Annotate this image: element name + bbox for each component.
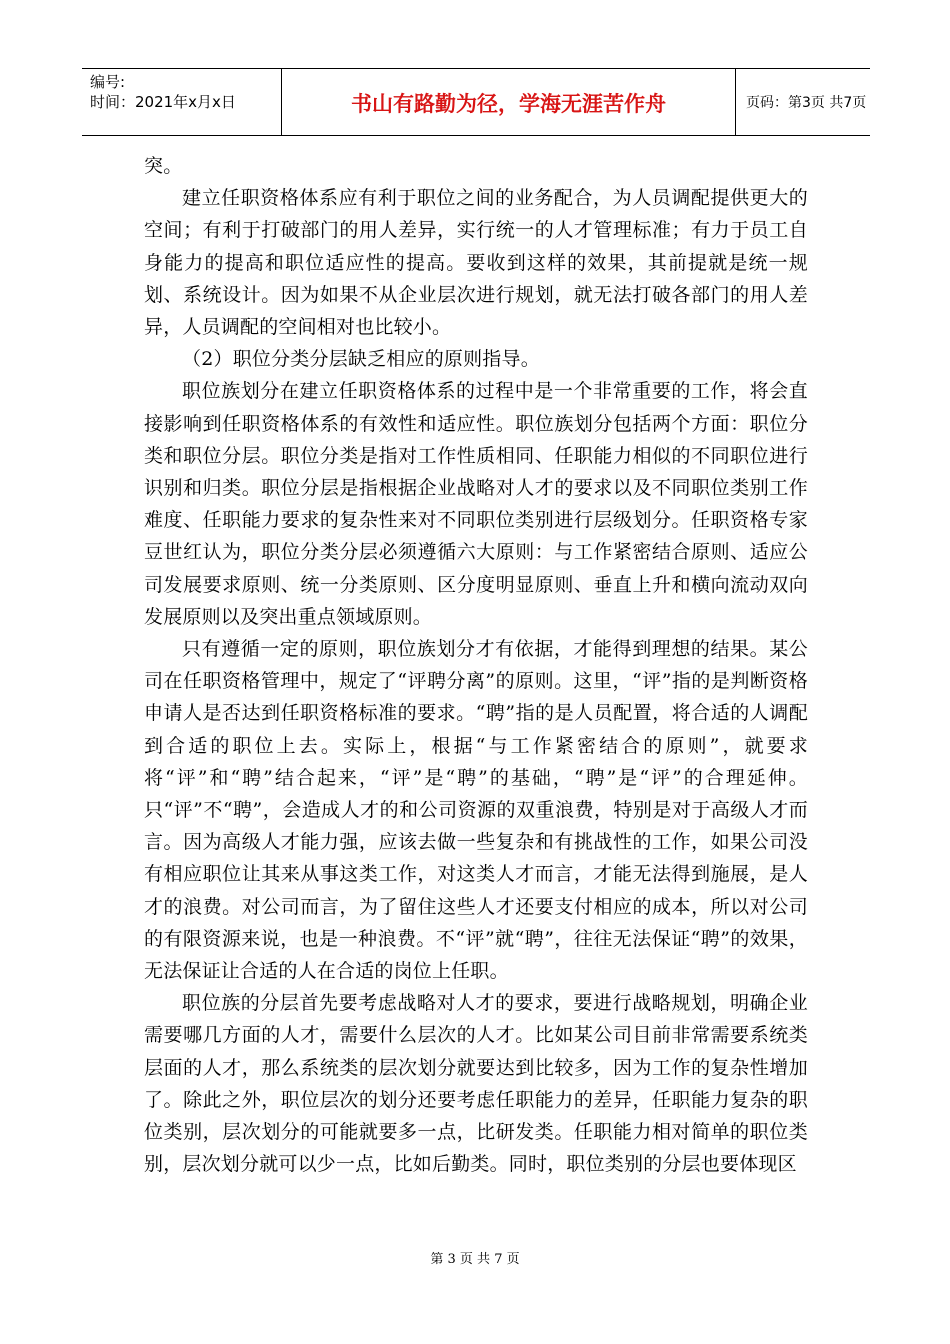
header-meta — [82, 69, 282, 135]
paragraph-subheading: （2）职位分类分层缺乏相应的原则指导。 — [182, 348, 540, 371]
paragraph-continuation: 突。 — [144, 155, 183, 177]
paragraph: 职位族的分层首先要考虑战略对人才的要求，要进行战略规划，明确企业需要哪几方面的人才，需要什么层次的人才。比如某公司目前非常需要系统类层面的人才，那么系统类的层次划分就要达到比较多，因为工作的复杂性增加了。除此之外，职位层次的划分还要考虑任职能力的差异，任职能力复杂的职位类别，层次划分的可能就要多一点，比研发类。任职能力相对简单的职位类别，层次划分就可以少一点，比如后勤类。同时，职位类别的分层也要体现区 — [144, 992, 808, 1176]
page-footer — [0, 1248, 950, 1267]
time-label: 时间：2021年x月x日 — [90, 93, 236, 111]
header-motto-cell — [282, 69, 736, 135]
paragraph: 建立任职资格体系应有利于职位之间的业务配合，为人员调配提供更大的空间；有利于打破部门的用人差异，实行统一的人才管理标准；有力于员工自身能力的提高和职位适应性的提高。要收到这样的效果，其前提就是统一规划、系统设计。因为如果不从企业层次进行规划，就无法打破各部门的用人差异，人员调配的空间相对也比较小。 — [144, 187, 808, 339]
footer-page-number: 第 3 页 共 7 页 — [430, 1252, 520, 1267]
motto-text: 书山有路勤为径，学海无涯苦作舟 — [351, 92, 666, 116]
header-page-code-cell — [736, 69, 870, 135]
document-body — [144, 150, 808, 1181]
paragraph: 职位族划分在建立任职资格体系的过程中是一个非常重要的工作，将会直接影响到任职资格体系的有效性和适应性。职位族划分包括两个方面：职位分类和职位分层。职位分类是指对工作性质相同、任职能力相似的不同职位进行识别和归类。职位分层是指根据企业战略对人才的要求以及不同职位类别工作难度、任职能力要求的复杂性来对不同职位类别进行层级划分。任职资格专家豆世红认为，职位分类分层必须遵循六大原则：与工作紧密结合原则、适应公司发展要求原则、统一分类原则、区分度明显原则、垂直上升和横向流动双向发展原则以及突出重点领域原则。 — [144, 380, 808, 628]
document-header — [82, 68, 870, 136]
page-code: 页码：第3页 共7页 — [746, 95, 867, 111]
number-label: 编号: — [90, 73, 126, 91]
paragraph: 只有遵循一定的原则，职位族划分才有依据，才能得到理想的结果。某公司在任职资格管理中，规定了“评聘分离”的原则。这里，“评”指的是判断资格申请人是否达到任职资格标准的要求。“聘”指的是人员配置，将合适的人调配到合适的职位上去。实际上，根据“与工作紧密结合的原则”，就要求将“评”和“聘”结合起来，“评”是“聘”的基础，“聘”是“评”的合理延伸。只“评”不“聘”，会造成人才的和公司资源的双重浪费，特别是对于高级人才而言。因为高级人才能力强，应该去做一些复杂和有挑战性的工作，如果公司没有相应职位让其来从事这类工作，对这类人才而言，才能无法得到施展，是人才的浪费。对公司而言，为了留住这些人才还要支付相应的成本，所以对公司的有限资源来说，也是一种浪费。不“评”就“聘”，往往无法保证“聘”的效果，无法保证让合适的人在合适的岗位上任职。 — [144, 638, 808, 983]
